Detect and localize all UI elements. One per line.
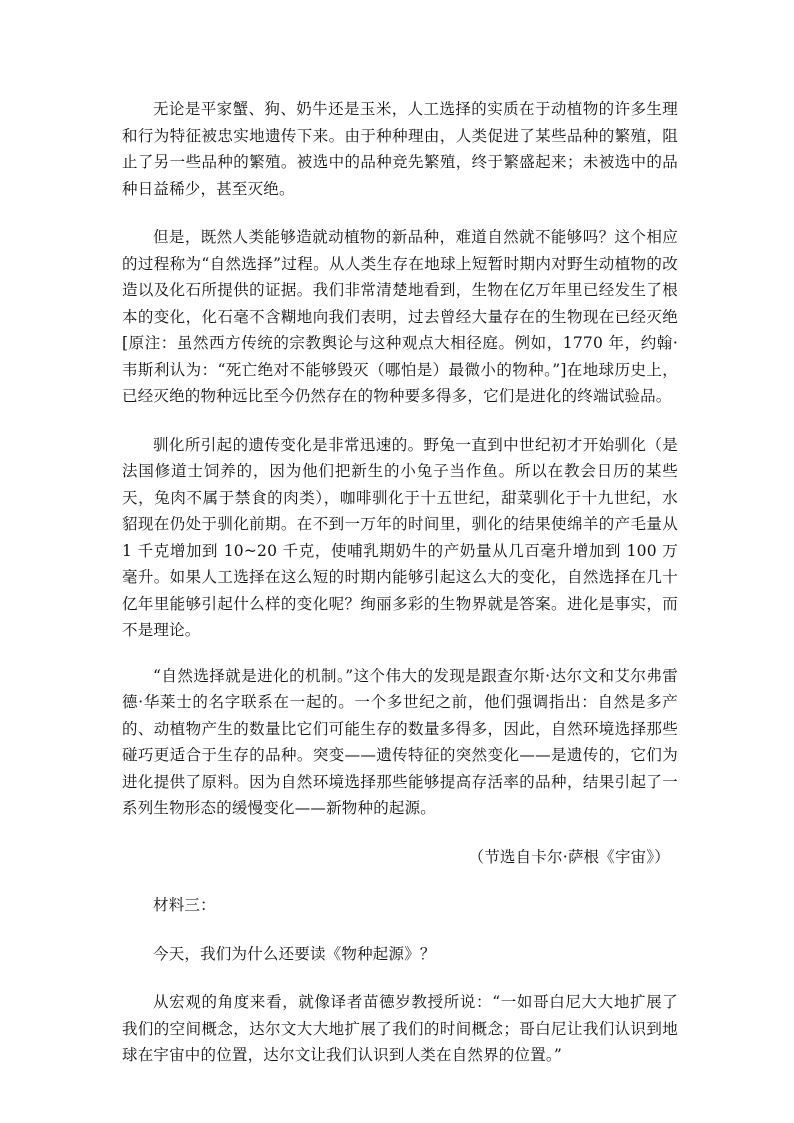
question-line: 今天，我们为什么还要读《物种起源》？ [153, 944, 436, 963]
paragraph-evolution-mechanism: “自然选择就是进化的机制。”这个伟大的发现是跟查尔斯·达尔文和艾尔弗雷德·华莱士的名字联系在一起的。一个多世纪之前，他们强调指出：自然是多产的、动植物产生的数量比它们可能生存的数量多得多，因此，自然环境选择那些碰巧更适合于生存的品种。突变——遗传特征的突然变化——是遗传的，它们为进化提供了原料。因为自然环境选择那些能够提高存活率的品种，结果引起了一系列生物形态的缓慢变化——新物种的起源。 [122, 666, 678, 817]
paragraph-domestication: 驯化所引起的遗传变化是非常迅速的。野兔一直到中世纪初才开始驯化（是法国修道士饲养的，因为他们把新生的小兔子当作鱼。所以在教会日历的某些天，兔肉不属于禁食的肉类），咖啡驯化于十五世纪，甜菜驯化于十九世纪，水貂现在仍处于驯化前期。在不到一万年的时间里，驯化的结果使绵羊的产毛量从 1 千克增加到 10~20 千克，使哺乳期奶牛的产奶量从几百毫升增加到 100 万毫升。如果人工选择在这么短的时期内能够引起这么大的变化，自然选择在几十亿年里能够引起什么样的变化呢？绚丽多彩的生物界就是答案。进化是事实，而不是理论。 [122, 435, 678, 639]
paragraph-natural-selection: 但是，既然人类能够造就动植物的新品种，难道自然就不能够吗？这个相应的过程称为“自然选择”过程。从人类生存在地球上短暂时期内对野生动植物的改造以及化石所提供的证据。我们非常清楚地看到，生物在亿万年里已经发生了根本的变化，化石毫不含糊地向我们表明，过去曾经大量存在的生物现在已经灭绝[原注：虽然西方传统的宗教舆论与这种观点大相径庭。例如，1770 年，约翰·韦斯利认为：“死亡绝对不能够毁灭（哪怕是）最微小的物种。”]在地球历史上，已经灭绝的物种远比至今仍然存在的物种要多得多，它们是进化的终端试验品。 [122, 228, 678, 405]
paragraph-artificial-selection: 无论是平家蟹、狗、奶牛还是玉米，人工选择的实质在于动植物的许多生理和行为特征被忠实地遗传下来。由于种种理由，人类促进了某些品种的繁殖，阻止了另一些品种的繁殖。被选中的品种竞先繁殖，终于繁盛起来；未被选中的品种日益稀少，甚至灭绝。 [122, 100, 678, 198]
source-citation: （节选自卡尔·萨根《宇宙》） [468, 847, 670, 866]
section-heading: 材料三： [153, 896, 216, 914]
paragraph-why-read: 从宏观的角度来看，就像译者苗德岁教授所说：“一如哥白尼大大地扩展了我们的空间概念，达尔文大大地扩展了我们的时间概念；哥白尼让我们认识到地球在宇宙中的位置，达尔文让我们认识到人类在自然界的位置。” [122, 993, 678, 1064]
document-page [122, 96, 678, 1069]
